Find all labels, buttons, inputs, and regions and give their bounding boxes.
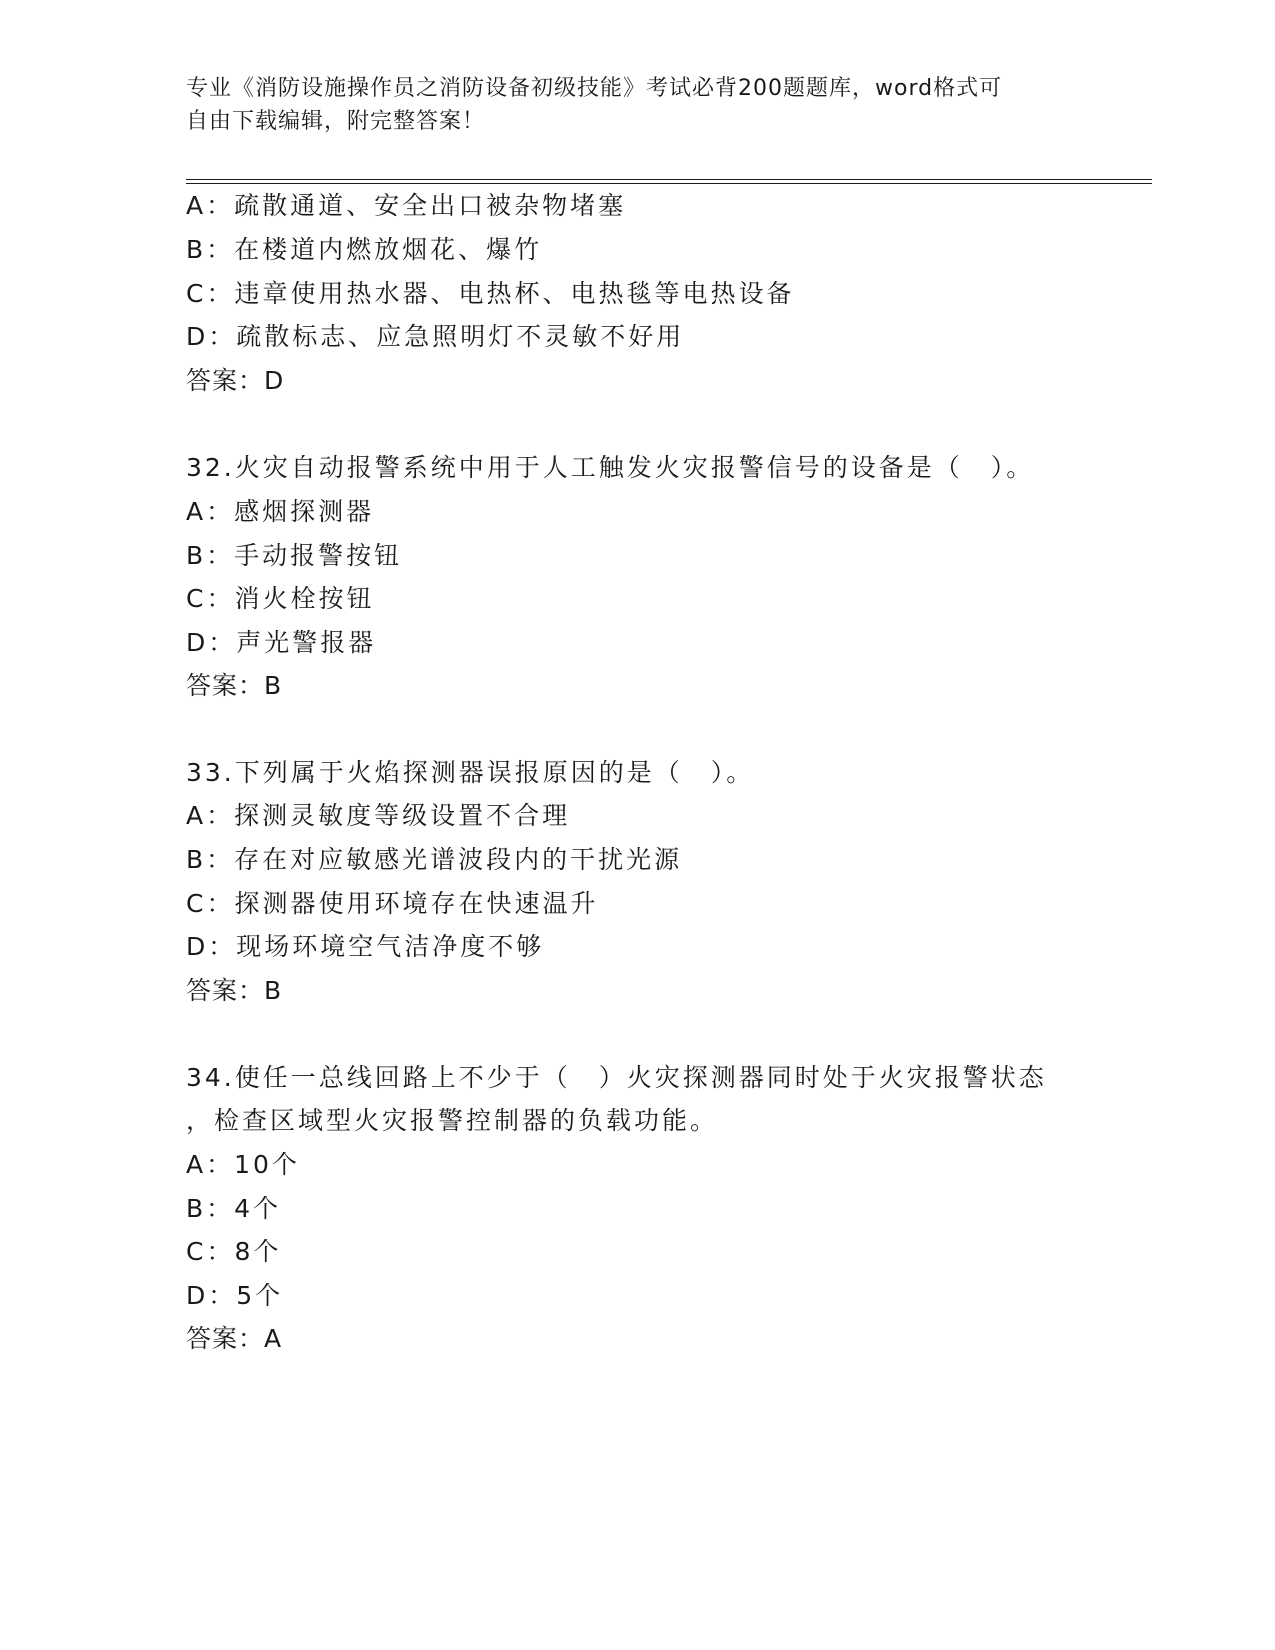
- q31-option-b: B：在楼道内燃放烟花、爆竹: [186, 235, 543, 264]
- header-line-2: 自由下载编辑，附完整答案！: [186, 109, 486, 134]
- q33-option-d: D：现场环境空气洁净度不够: [186, 932, 545, 961]
- header-rule-top: [186, 179, 1152, 180]
- q32-answer: 答案：B: [186, 671, 283, 700]
- q33-answer: 答案：B: [186, 976, 283, 1005]
- q33-option-c: C：探测器使用环境存在快速温升: [186, 889, 599, 918]
- q34-option-b: B：4个: [186, 1194, 282, 1223]
- q34-option-c: C：8个: [186, 1237, 282, 1266]
- q32-question: 32.火灾自动报警系统中用于人工触发火灾报警信号的设备是（ ）。: [186, 453, 1035, 482]
- q33-question: 33.下列属于火焰探测器误报原因的是（ ）。: [186, 758, 755, 787]
- header-rule-bottom: [186, 183, 1152, 184]
- q32-option-a: A：感烟探测器: [186, 497, 375, 526]
- q32-option-d: D：声光警报器: [186, 628, 377, 657]
- q32-option-c: C：消火栓按钮: [186, 584, 375, 613]
- q31-option-a: A：疏散通道、安全出口被杂物堵塞: [186, 191, 627, 220]
- q34-option-a: A：10个: [186, 1150, 300, 1179]
- q34-option-d: D：5个: [186, 1281, 284, 1310]
- q31-option-d: D：疏散标志、应急照明灯不灵敏不好用: [186, 322, 685, 351]
- q34-question-line-1: 34.使任一总线回路上不少于（ ）火灾探测器同时处于火灾报警状态: [186, 1063, 1047, 1092]
- q34-question-line-2: ，检查区域型火灾报警控制器的负载功能。: [186, 1106, 719, 1135]
- header-line-1: 专业《消防设施操作员之消防设备初级技能》考试必背200题题库，word格式可: [186, 76, 1003, 101]
- q33-option-a: A：探测灵敏度等级设置不合理: [186, 801, 571, 830]
- document-header: [186, 72, 1086, 138]
- q33-option-b: B：存在对应敏感光谱波段内的干扰光源: [186, 845, 683, 874]
- q32-option-b: B：手动报警按钮: [186, 541, 403, 570]
- q34-answer: 答案：A: [186, 1324, 283, 1353]
- q31-answer: 答案：D: [186, 366, 285, 395]
- q31-option-c: C：违章使用热水器、电热杯、电热毯等电热设备: [186, 279, 795, 308]
